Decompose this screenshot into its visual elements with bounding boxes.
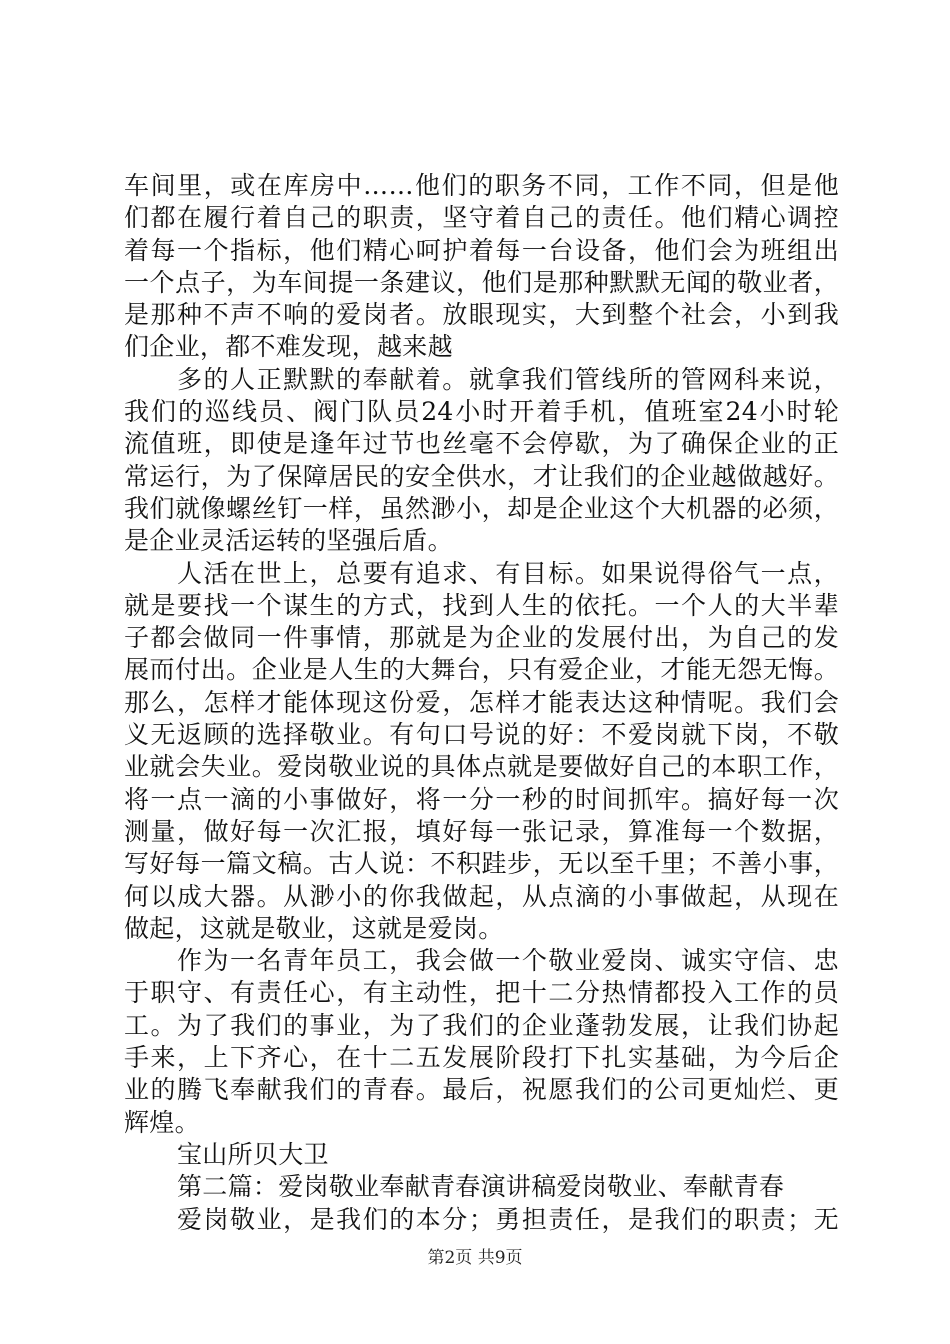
text-line: 是那种不声不响的爱岗者。放眼现实，大到整个社会，小到我 <box>124 300 839 330</box>
text-line: 一个点子，为车间提一条建议，他们是那种默默无闻的敬业者， <box>124 267 839 297</box>
text-line: 常运行，为了保障居民的安全供水，才让我们的企业越做越好。 <box>124 461 839 491</box>
text-line: 人活在世上，总要有追求、有目标。如果说得俗气一点， <box>177 558 839 588</box>
document-body <box>124 170 839 1236</box>
text-line: 写好每一篇文稿。古人说：不积跬步，无以至千里；不善小事， <box>124 849 839 879</box>
text-line: 何以成大器。从渺小的你我做起，从点滴的小事做起，从现在 <box>124 881 839 911</box>
text-line: 我们的巡线员、阀门队员24小时开着手机，值班室24小时轮 <box>124 397 839 427</box>
text-line: 展而付出。企业是人生的大舞台，只有爱企业，才能无怨无悔。 <box>124 655 839 685</box>
text-line: 业的腾飞奉献我们的青春。最后，祝愿我们的公司更灿烂、更 <box>124 1075 839 1105</box>
text-line: 业就会失业。爱岗敬业说的具体点就是要做好自己的本职工作， <box>124 752 839 782</box>
text-line: 义无返顾的选择敬业。有句口号说的好：不爱岗就下岗，不敬 <box>124 720 839 750</box>
text-line: 流值班，即使是逢年过节也丝毫不会停歇，为了确保企业的正 <box>124 429 839 459</box>
text-line: 做起，这就是敬业，这就是爱岗。 <box>124 913 504 943</box>
text-line: 是企业灵活运转的坚强后盾。 <box>124 526 453 556</box>
text-line: 于职守、有责任心，有主动性，把十二分热情都投入工作的员 <box>124 978 839 1008</box>
signature-line: 宝山所贝大卫 <box>177 1139 329 1169</box>
text-line: 多的人正默默的奉献着。就拿我们管线所的管网科来说， <box>177 364 839 394</box>
text-line: 测量，做好每一次汇报，填好每一张记录，算准每一个数据， <box>124 816 839 846</box>
text-line: 作为一名青年员工，我会做一个敬业爱岗、诚实守信、忠 <box>177 946 839 976</box>
section-heading: 第二篇：爱岗敬业奉献青春演讲稿爱岗敬业、奉献青春 <box>177 1172 785 1202</box>
text-line: 将一点一滴的小事做好，将一分一秒的时间抓牢。搞好每一次 <box>124 784 839 814</box>
text-line: 辉煌。 <box>124 1107 200 1137</box>
text-line: 手来，上下齐心，在十二五发展阶段打下扎实基础，为今后企 <box>124 1043 839 1073</box>
text-line: 就是要找一个谋生的方式，找到人生的依托。一个人的大半辈 <box>124 590 839 620</box>
text-line: 爱岗敬业，是我们的本分；勇担责任，是我们的职责；无 <box>177 1204 839 1234</box>
text-line: 着每一个指标，他们精心呵护着每一台设备，他们会为班组出 <box>124 235 839 265</box>
text-line: 们企业，都不难发现，越来越 <box>124 332 453 362</box>
page-number-footer: 第2页 共9页 <box>427 1248 523 1268</box>
text-line: 那么，怎样才能体现这份爱，怎样才能表达这种情呢。我们会 <box>124 687 839 717</box>
text-line: 子都会做同一件事情，那就是为企业的发展付出，为自己的发 <box>124 623 839 653</box>
text-line: 我们就像螺丝钉一样，虽然渺小，却是企业这个大机器的必须， <box>124 493 839 523</box>
text-line: 工。为了我们的事业，为了我们的企业蓬勃发展，让我们协起 <box>124 1010 839 1040</box>
text-line: 车间里，或在库房中……他们的职务不同，工作不同，但是他 <box>124 171 839 200</box>
text-line: 们都在履行着自己的职责，坚守着自己的责任。他们精心调控 <box>124 203 839 233</box>
